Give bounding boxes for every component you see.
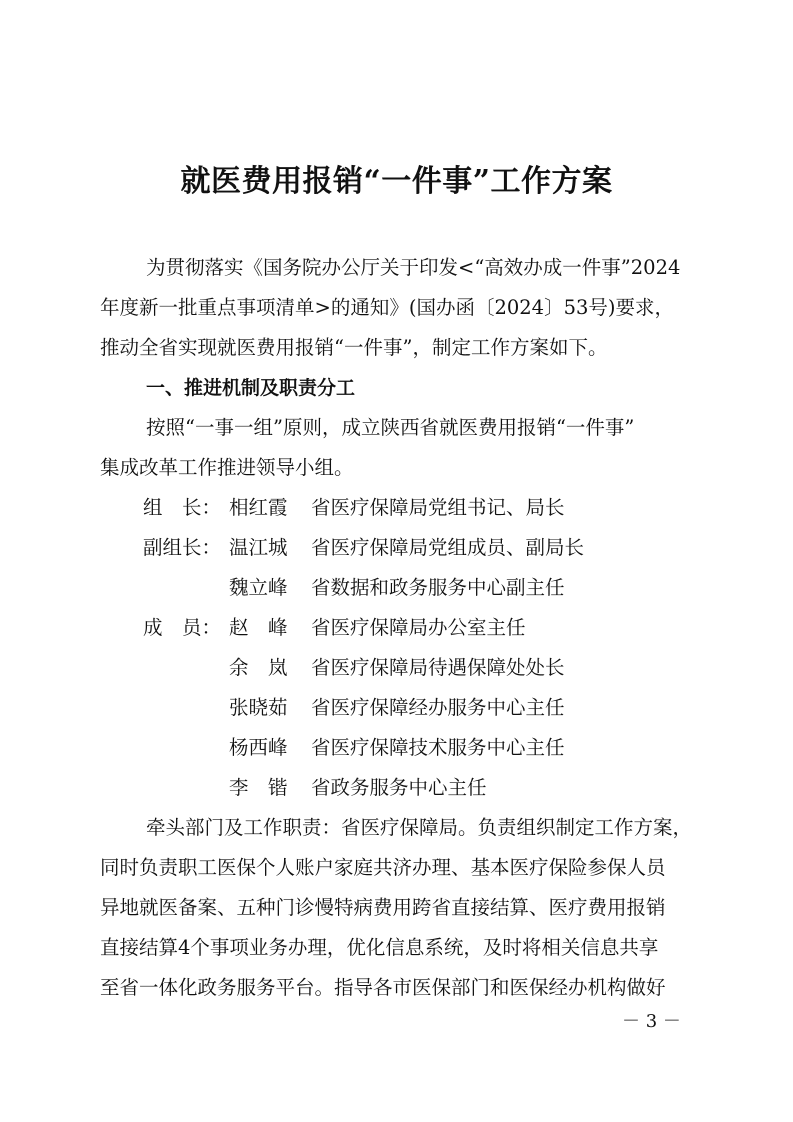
member-name: 张晓茹 xyxy=(229,696,288,719)
page-number: － 3 － xyxy=(622,1011,681,1032)
member-name: 赵 峰 xyxy=(229,616,288,639)
member-name: 杨西峰 xyxy=(229,736,288,759)
member-position: 省医疗保障局党组成员、副局长 xyxy=(311,536,585,559)
member-row xyxy=(0,494,793,522)
member-role: 成 员： xyxy=(143,616,222,639)
lead-line-1: 牵头部门及工作职责：省医疗保障局。负责组织制定工作方案， xyxy=(146,816,693,839)
member-row xyxy=(0,734,793,762)
member-name: 温江城 xyxy=(229,536,288,559)
member-position: 省医疗保障技术服务中心主任 xyxy=(311,736,565,759)
member-position: 省医疗保障局党组书记、局长 xyxy=(311,496,565,519)
member-name: 李 锴 xyxy=(229,776,288,799)
member-position: 省医疗保障局办公室主任 xyxy=(311,616,526,639)
member-name: 魏立峰 xyxy=(229,576,288,599)
member-name: 余 岚 xyxy=(229,656,288,679)
document-title: 就医费用报销“一件事”工作方案 xyxy=(180,164,613,199)
section1-line-2: 集成改革工作推进领导小组。 xyxy=(100,456,354,479)
lead-line-5: 至省一体化政务服务平台。指导各市医保部门和医保经办机构做好 xyxy=(100,976,666,999)
member-name: 相红霞 xyxy=(229,496,288,519)
member-row xyxy=(0,614,793,642)
member-row xyxy=(0,694,793,722)
member-row xyxy=(0,574,793,602)
member-role: 组 长： xyxy=(143,496,222,519)
intro-line-3: 推动全省实现就医费用报销“一件事”，制定工作方案如下。 xyxy=(100,336,608,359)
member-role: 副组长： xyxy=(143,536,222,559)
member-row xyxy=(0,774,793,802)
member-row xyxy=(0,654,793,682)
intro-line-2: 年度新一批重点事项清单>的通知》(国办函〔2024〕53号)要求， xyxy=(100,296,674,319)
lead-line-2: 同时负责职工医保个人账户家庭共济办理、基本医疗保险参保人员 xyxy=(100,856,666,879)
member-row xyxy=(0,534,793,562)
intro-line-1: 为贯彻落实《国务院办公厅关于印发<“高效办成一件事”2024 xyxy=(146,256,681,279)
member-position: 省政务服务中心主任 xyxy=(311,776,487,799)
member-position: 省医疗保障局待遇保障处处长 xyxy=(311,656,565,679)
lead-line-3: 异地就医备案、五种门诊慢特病费用跨省直接结算、医疗费用报销 xyxy=(100,896,666,919)
lead-line-4: 直接结算4个事项业务办理，优化信息系统，及时将相关信息共享 xyxy=(100,936,659,959)
section1-line-1: 按照“一事一组”原则，成立陕西省就医费用报销“一件事” xyxy=(146,416,635,439)
member-position: 省医疗保障经办服务中心主任 xyxy=(311,696,565,719)
section-heading: 一、推进机制及职责分工 xyxy=(146,377,356,399)
member-position: 省数据和政务服务中心副主任 xyxy=(311,576,565,599)
